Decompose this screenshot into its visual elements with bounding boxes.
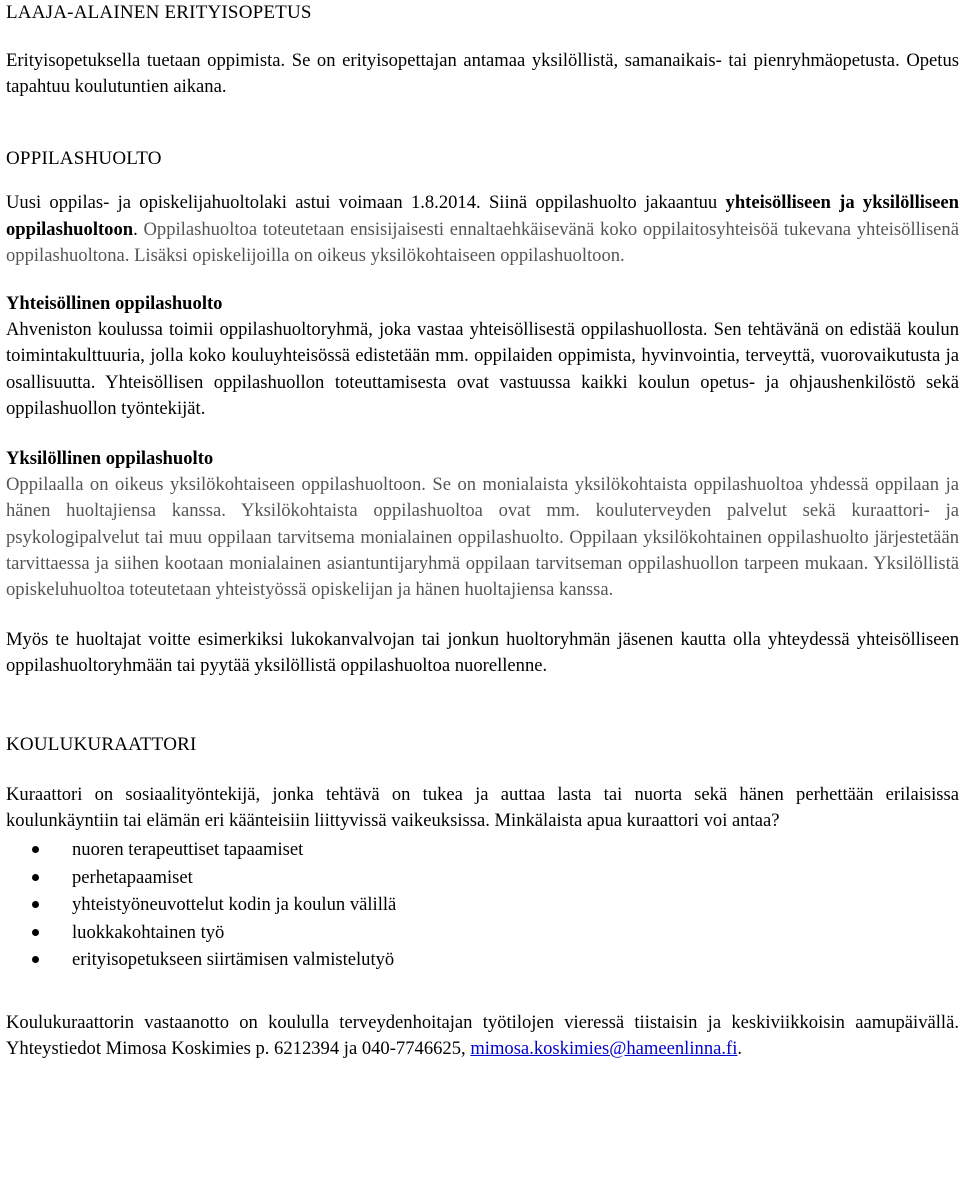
kuraattori-services-list bbox=[6, 836, 959, 974]
paragraph-yhteisollinen: Ahveniston koulussa toimii oppilashuoltoryhmä, joka vastaa yhteisöllisestä oppilashuollosta. Sen tehtävänä on edistää koulun toimintakulttuuria, jolla koko kouluyhteisössä edistetään mm. oppilaiden oppimista, hyvinvointia, terveyttä, vuorovaikutusta ja osallisuutta. Yhteisöllisen oppilashuollon toteuttamisesta ovat vastuussa kaikki koulun opetus- ja ohjaushenkilöstö sekä oppilashuollon työntekijät. bbox=[6, 319, 959, 419]
vastaanotto-text: Koulukuraattorin vastaanotto on koululla terveydenhoitajan työtilojen vieressä tiistaisin ja keskiviikkoisin aamupäivällä. Yhteystiedot Mimosa Koskimies p. 6212394 ja 040-7746625, bbox=[6, 1012, 959, 1060]
bullet-icon bbox=[32, 846, 39, 853]
paragraph-oppilashuolto bbox=[6, 190, 959, 269]
paragraph-huoltajat: Myös te huoltajat voitte esimerkiksi lukokanvalvojan tai jonkun huoltoryhmän jäsenen kautta olla yhteydessä yhteisölliseen oppilashuoltoryhmään tai pyytää yksilöllistä oppilashuoltoa nuorellenne. bbox=[6, 629, 959, 677]
bullet-icon bbox=[32, 956, 39, 963]
email-suffix: . bbox=[737, 1038, 743, 1060]
oppilashuolto-intro-end: . bbox=[133, 218, 138, 240]
bullet-icon bbox=[32, 901, 39, 908]
heading-kuraattori: KOULUKURAATTORI bbox=[6, 733, 197, 755]
list-item: nuoren terapeuttiset tapaamiset bbox=[6, 836, 959, 864]
bullet-icon bbox=[32, 929, 39, 936]
heading-oppilashuolto: OPPILASHUOLTO bbox=[6, 148, 162, 170]
heading-yhteisollinen: Yhteisöllinen oppilashuolto bbox=[6, 293, 223, 315]
list-item: perhetapaamiset bbox=[6, 864, 959, 892]
document-page bbox=[6, 0, 959, 1062]
list-item: yhteistyöneuvottelut kodin ja koulun välillä bbox=[6, 891, 959, 919]
paragraph-yksilollinen: Oppilaalla on oikeus yksilökohtaiseen oppilashuoltoon. Se on monialaista yksilökohtaista oppilashuoltoa yhdessä oppilaan ja hänen huoltajiensa kanssa. Yksilökohtaista oppilashuoltoa ovat mm. kouluterveyden palvelut sekä kuraattori- ja psykologipalvelut tai muu oppilaan tarvitsema monialainen oppilashuolto. Oppilaan yksilökohtainen oppilashuolto järjestetään tarvittaessa ja siihen kootaan monialainen asiantuntijaryhmä oppilaan tarvitseman oppilashuollon tarpeen mukaan. Yksilöllistä opiskeluhuoltoa toteutetaan yhteistyössä opiskelijan ja hänen huoltajiensa kanssa. bbox=[6, 474, 959, 601]
oppilashuolto-intro-bold: yhteisölliseen ja yksilölliseen oppilashuoltoon bbox=[6, 192, 960, 240]
list-item: luokkakohtainen työ bbox=[6, 919, 959, 947]
email-link[interactable]: mimosa.koskimies@hameenlinna.fi bbox=[470, 1038, 738, 1060]
oppilashuolto-intro-gray: Oppilashuoltoa toteutetaan ensisijaisesti ennaltaehkäisevänä koko oppilaitosyhteisöä tukevana yhteisöllisenä oppilashuoltona. Lisäksi opiskelijoilla on oikeus yksilökohtaiseen oppilashuoltoon. bbox=[6, 218, 959, 266]
paragraph-vastaanotto bbox=[6, 1010, 959, 1062]
paragraph-kuraattori: Kuraattori on sosiaalityöntekijä, jonka tehtävä on tukea ja auttaa lasta tai nuorta sekä hänen perhettään erilaisissa koulunkäyntiin tai elämän eri käänteisiin liittyvissä vaikeuksissa. Minkälaista apua kuraattori voi antaa? bbox=[6, 783, 959, 831]
heading-erityisopetus: LAAJA-ALAINEN ERITYISOPETUS bbox=[6, 2, 312, 23]
list-item: erityisopetukseen siirtämisen valmistelutyö bbox=[6, 946, 959, 974]
heading-yksilollinen: Yksilöllinen oppilashuolto bbox=[6, 448, 214, 470]
paragraph-erityisopetus: Erityisopetuksella tuetaan oppimista. Se on erityisopettajan antamaa yksilöllistä, samanaikais- tai pienryhmäopetusta. Opetus tapahtuu koulutuntien aikana. bbox=[6, 50, 959, 98]
bullet-icon bbox=[32, 874, 39, 881]
oppilashuolto-intro: Uusi oppilas- ja opiskelijahuoltolaki astui voimaan 1.8.2014. Siinä oppilashuolto jakaantuu bbox=[6, 192, 726, 214]
